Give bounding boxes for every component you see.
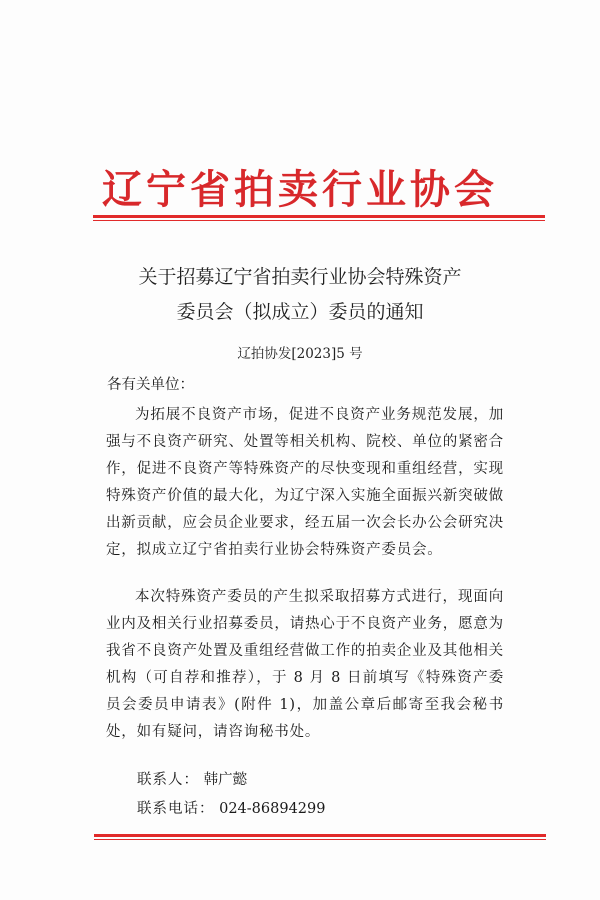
contact-phone — [137, 797, 326, 818]
body-paragraph-1: 为拓展不良资产市场，促进不良资产业务规范发展，加强与不良资产研究、处置等相关机构、院校、单位的紧密合作，促进不良资产等特殊资产的尽快变现和重组经营，实现特殊资产价值的最大化，为辽宁深入实施全面振兴新突破做出新贡献，应会员企业要求，经五届一次会长办公会研究决定，拟成立辽宁省拍卖行业协会特殊资产委员会。 — [106, 407, 504, 558]
footer-divider-thick — [94, 834, 546, 837]
footer-divider-thin — [94, 839, 546, 840]
contact-person — [137, 768, 247, 789]
salutation: 各有关单位： — [107, 377, 194, 393]
org-letterhead-title: 辽宁省拍卖行业协会 — [102, 166, 498, 213]
letterhead-divider-thick — [93, 215, 545, 218]
contact-person-name: 韩广懿 — [203, 772, 248, 788]
document-number: 辽拍协发[2023]5 号 — [237, 346, 363, 362]
notice-title-line-2: 委员会（拟成立）委员的通知 — [176, 301, 424, 323]
notice-title-line-1: 关于招募辽宁省拍卖行业协会特殊资产 — [138, 266, 462, 288]
contact-person-label: 联系人： — [137, 772, 199, 788]
contact-phone-label: 联系电话： — [137, 801, 215, 817]
letterhead-divider-thin — [93, 220, 545, 221]
contact-phone-value: 024-86894299 — [219, 801, 326, 817]
body-paragraph-2: 本次特殊资产委员的产生拟采取招募方式进行，现面向业内及相关行业招募委员，请热心于不良资产业务，愿意为我省不良资产处置及重组经营做工作的拍卖企业及其他相关机构（可自荐和推荐），于 8 月 8 日前填写《特殊资产委员会委员申请表》(附件 1)，加盖公章后邮寄至我会秘书处，如有疑问，请咨询秘书处。 — [106, 589, 504, 740]
